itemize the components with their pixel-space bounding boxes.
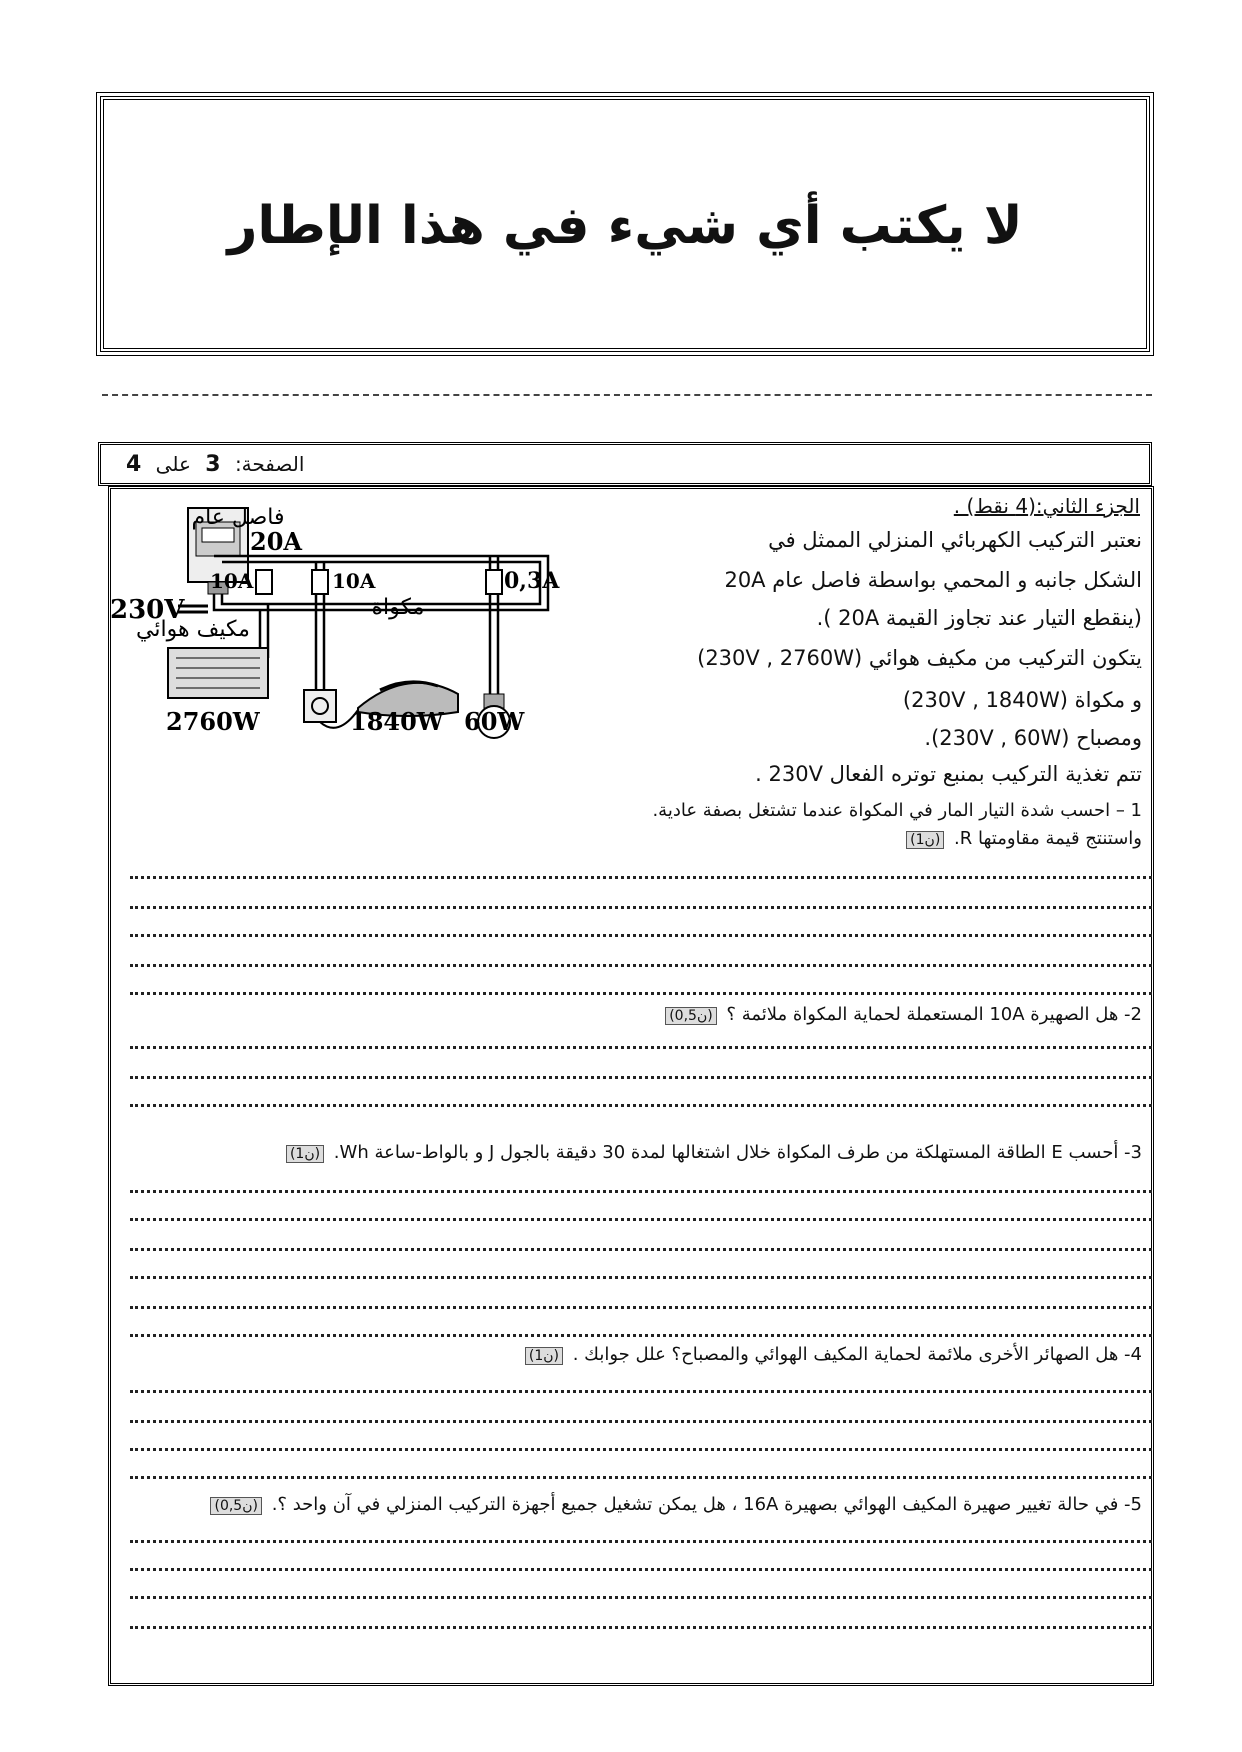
- breaker-rating: 20A: [250, 527, 303, 556]
- breaker-label: فاصل عام: [191, 505, 285, 530]
- page-total: 4: [126, 452, 142, 477]
- question-5-text: 5- في حالة تغيير صهيرة المكيف الهوائي بصهيرة 16A ، هل يمكن تشغيل جميع أجهزة التركيب المنزلي في آن واحد ؟.: [271, 1494, 1142, 1515]
- answer-line: [130, 906, 1152, 909]
- answer-line: [130, 1334, 1152, 1337]
- page-label: الصفحة:: [234, 452, 305, 476]
- answer-line: [130, 1218, 1152, 1221]
- page-indicator: [118, 452, 304, 477]
- answer-line: [130, 1046, 1152, 1049]
- answer-line: [130, 1276, 1152, 1279]
- fuse-lamp-label: 0,3A: [504, 568, 560, 594]
- fuse-ac: [256, 570, 272, 594]
- ac-power: 2760W: [166, 707, 260, 736]
- answer-line: [130, 1076, 1152, 1079]
- cut-line: [102, 394, 1152, 396]
- answer-line: [130, 1248, 1152, 1251]
- fuse-iron-label: 10A: [332, 569, 376, 593]
- fuse-iron: [312, 570, 328, 594]
- answer-line: [130, 1420, 1152, 1423]
- question-1-text: واستنتج قيمة مقاومتها R.: [954, 828, 1142, 849]
- answer-line: [130, 1626, 1152, 1629]
- question-4-text: 4- هل الصهائر الأخرى ملائمة لحماية المكيف الهوائي والمصباح؟ علل جوابك .: [572, 1344, 1142, 1365]
- question-5: [206, 1494, 1142, 1515]
- question-4: [521, 1344, 1142, 1365]
- question-4-mark: (1ن): [525, 1347, 563, 1365]
- answer-line: [130, 934, 1152, 937]
- fuse-lamp: [486, 570, 502, 594]
- question-2: [661, 1004, 1142, 1025]
- answer-line: [130, 1448, 1152, 1451]
- answer-line: [130, 1540, 1152, 1543]
- question-5-mark: (0,5ن): [210, 1497, 261, 1515]
- fuse-ac-label: 10A: [210, 569, 254, 593]
- iron-power: 1840W: [350, 707, 444, 736]
- question-1-line-1: 1 – احسب شدة التيار المار في المكواة عندما تشتغل بصفة عادية.: [652, 800, 1142, 821]
- page-current: 3: [205, 452, 221, 477]
- intro-line-5: و مكواة (230V , 1840W): [902, 688, 1142, 712]
- answer-line: [130, 964, 1152, 967]
- question-1-mark: (1ن): [906, 831, 944, 849]
- answer-line: [130, 876, 1152, 879]
- circuit-diagram: [108, 498, 628, 798]
- question-3-text: 3- أحسب E الطاقة المستهلكة من طرف المكواة خلال اشتغالها لمدة 30 دقيقة بالجول J و بالواط-ساعة Wh.: [333, 1142, 1142, 1163]
- question-3: [282, 1142, 1142, 1163]
- question-3-mark: (1ن): [286, 1145, 324, 1163]
- answer-line: [130, 1568, 1152, 1571]
- answer-line: [130, 992, 1152, 995]
- intro-line-6: ومصباح (230V , 60W).: [924, 726, 1142, 750]
- air-conditioner-icon: [168, 648, 268, 698]
- header-title: لا يكتب أي شيء في هذا الإطار: [227, 196, 1023, 256]
- question-1-line-2: [902, 828, 1142, 849]
- ac-label: مكيف هوائي: [136, 617, 250, 642]
- intro-line-7: تتم تغذية التركيب بمنبع توتره الفعال 230V .: [755, 762, 1142, 786]
- answer-line: [130, 1476, 1152, 1479]
- answer-line: [130, 1390, 1152, 1393]
- answer-line: [130, 1306, 1152, 1309]
- intro-line-1: نعتبر التركيب الكهربائي المنزلي الممثل في: [768, 528, 1142, 552]
- question-2-text: 2- هل الصهيرة 10A المستعملة لحماية المكواة ملائمة ؟: [726, 1004, 1142, 1025]
- answer-line: [130, 1596, 1152, 1599]
- iron-label: مكواة: [371, 595, 425, 620]
- supply-voltage: 230V: [110, 595, 185, 625]
- page-of-label: على: [155, 452, 191, 476]
- answer-line: [130, 1190, 1152, 1193]
- lamp-power: 60W: [464, 707, 525, 736]
- answer-line: [130, 1104, 1152, 1107]
- part-title: الجزء الثاني:(4 نقط) .: [953, 494, 1140, 518]
- intro-line-3: (ينقطع التيار عند تجاوز القيمة 20A ).: [816, 606, 1142, 630]
- question-2-mark: (0,5ن): [665, 1007, 716, 1025]
- intro-line-4: يتكون التركيب من مكيف هوائي (230V , 2760W): [697, 646, 1142, 670]
- intro-line-2: الشكل جانبه و المحمي بواسطة فاصل عام 20A: [724, 568, 1142, 592]
